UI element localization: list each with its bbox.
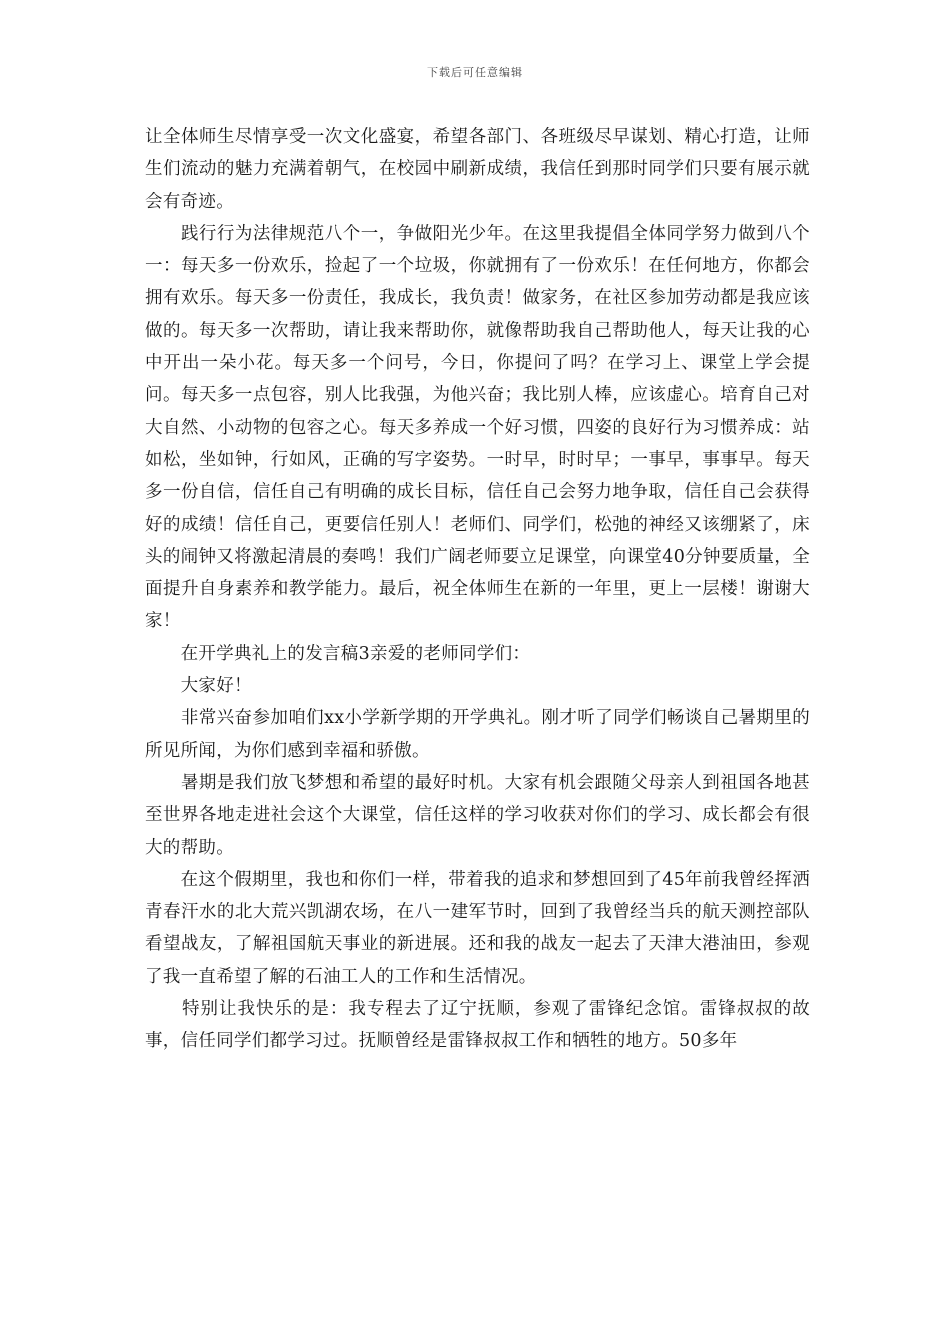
paragraph-vacation: 在这个假期里，我也和你们一样，带着我的追求和梦想回到了45年前我曾经挥洒青春汗水的北大荒兴凯湖农场，在八一建军节时，回到了我曾经当兵的航天测控部队看望战友，了解祖国航天事业的新进展。还和我的战友一起去了天津大港油田，参观了我一直希望了解的石油工人的工作和生活情况。 — [145, 869, 810, 987]
paragraph-eight-ones: 践行行为法律规范八个一，争做阳光少年。在这里我提倡全体同学努力做到八个一：每天多一份欢乐，捡起了一个垃圾，你就拥有了一份欢乐！在任何地方，你都会拥有欢乐。每天多一份责任，我成长，我负责！做家务，在社区参加劳动都是我应该做的。每天多一次帮助，请让我来帮助你，就像帮助我自己帮助他人，每天让我的心中开出一朵小花。每天多一个问号，今日，你提问了吗？在学习上、课堂上学会提问。每天多一点包容，别人比我强，为他兴奋；我比别人棒，应该虚心。培育自己对大自然、小动物的包容之心。每天多养成一个好习惯，四姿的良好行为习惯养成：站如松，坐如钟，行如风，正确的写字姿势。一时早，时时早；一事早，事事早。每天多一份自信，信任自己有明确的成长目标，信任自己会努力地争取，信任自己会获得好的成绩！信任自己，更要信任别人！老师们、同学们，松弛的神经又该绷紧了，床头的闹钟又将激起清晨的奏鸣！我们广阔老师要立足课堂，向课堂40分钟要质量，全面提升自身素养和教学能力。最后，祝全体师生在新的一年里，更上一层楼！谢谢大家！ — [145, 223, 810, 632]
document-body — [145, 121, 810, 1058]
paragraph-opening: 非常兴奋参加咱们xx小学新学期的开学典礼。刚才听了同学们畅谈自己暑期里的所见所闻，为你们感到幸福和骄傲。 — [145, 708, 810, 761]
paragraph-continuation: 让全体师生尽情享受一次文化盛宴，希望各部门、各班级尽早谋划、精心打造，让师生们流动的魅力充满着朝气，在校园中刷新成绩，我信任到那时同学们只要有展示就会有奇迹。 — [145, 127, 810, 212]
paragraph-speech-3-salutation: 在开学典礼上的发言稿3亲爱的老师同学们： — [145, 643, 531, 664]
page-header-note: 下载后可任意编辑 — [427, 66, 523, 79]
paragraph-summer: 暑期是我们放飞梦想和希望的最好时机。大家有机会跟随父母亲人到祖国各地甚至世界各地走进社会这个大课堂，信任这样的学习收获对你们的学习、成长都会有很大的帮助。 — [145, 772, 810, 858]
paragraph-lei-feng: 特别让我快乐的是：我专程去了辽宁抚顺，参观了雷锋纪念馆。雷锋叔叔的故事，信任同学们都学习过。抚顺曾经是雷锋叔叔工作和牺牲的地方。50多年 — [145, 999, 810, 1052]
paragraph-greeting: 大家好！ — [145, 676, 252, 697]
